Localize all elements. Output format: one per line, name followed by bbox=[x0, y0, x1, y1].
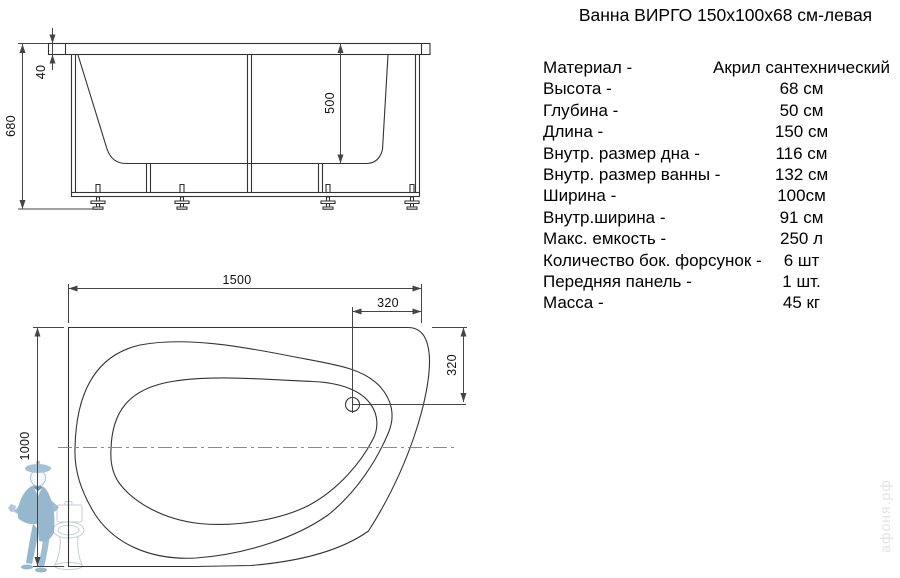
spec-label: Передняя панель - bbox=[543, 271, 692, 291]
dim-overall-height: 680 bbox=[3, 115, 18, 137]
spec-value: 150 см bbox=[774, 122, 829, 142]
spec-row-jets bbox=[543, 250, 890, 271]
spec-value: 132 см bbox=[774, 164, 829, 184]
spec-value: 45 кг bbox=[782, 293, 821, 313]
spec-label: Макс. емкость - bbox=[543, 229, 667, 249]
spec-label: Масса - bbox=[543, 293, 604, 313]
spec-value: 100см bbox=[777, 186, 826, 206]
spec-row-length bbox=[543, 121, 890, 142]
dim-drain-to-edge: 320 bbox=[377, 295, 399, 310]
spec-label: Внутр. размер ванны - bbox=[543, 164, 721, 184]
spec-list bbox=[543, 57, 890, 314]
page-title: Ванна ВИРГО 150x100x68 см-левая bbox=[578, 5, 873, 25]
site-watermark: афоня.рф bbox=[877, 479, 893, 553]
spec-row-inner-bottom bbox=[543, 143, 890, 164]
elevation-view-drawing bbox=[18, 28, 430, 209]
spec-label: Длина - bbox=[543, 122, 604, 142]
spec-row-front-panel bbox=[543, 271, 890, 292]
spec-label: Внутр. размер дна - bbox=[543, 143, 700, 163]
spec-row-material bbox=[543, 57, 890, 78]
spec-label: Количество бок. форсунок - bbox=[543, 250, 762, 270]
spec-row-inner-width bbox=[543, 207, 890, 228]
spec-value: 250 л bbox=[779, 229, 823, 249]
spec-row-mass bbox=[543, 292, 890, 313]
spec-label: Материал - bbox=[543, 58, 633, 77]
spec-label: Ширина - bbox=[543, 186, 617, 206]
dim-rim-height: 40 bbox=[33, 64, 48, 80]
spec-value: 6 шт bbox=[783, 250, 820, 270]
spec-value: 50 см bbox=[779, 100, 824, 120]
plan-view-drawing bbox=[33, 284, 467, 567]
dim-length: 1500 bbox=[222, 272, 252, 287]
spec-row-inner-size bbox=[543, 164, 890, 185]
dim-inner-depth: 500 bbox=[322, 92, 337, 114]
spec-panel bbox=[543, 5, 890, 314]
spec-row-width bbox=[543, 185, 890, 206]
spec-value: 68 см bbox=[779, 79, 824, 99]
spec-label: Глубина - bbox=[543, 100, 619, 120]
spec-row-depth bbox=[543, 100, 890, 121]
spec-row-capacity bbox=[543, 228, 890, 249]
spec-label: Высота - bbox=[543, 79, 612, 99]
dim-drain-to-top: 320 bbox=[444, 354, 459, 376]
spec-value: 116 см bbox=[775, 143, 828, 163]
spec-value: 1 шт. bbox=[782, 271, 821, 291]
plumber-watermark-icon bbox=[8, 461, 59, 573]
spec-value: 91 см bbox=[779, 207, 824, 227]
spec-row-height bbox=[543, 78, 890, 99]
dim-width: 1000 bbox=[17, 431, 32, 461]
spec-value: Акрил сантехнический bbox=[713, 58, 891, 77]
spec-label: Внутр.ширина - bbox=[543, 207, 666, 227]
